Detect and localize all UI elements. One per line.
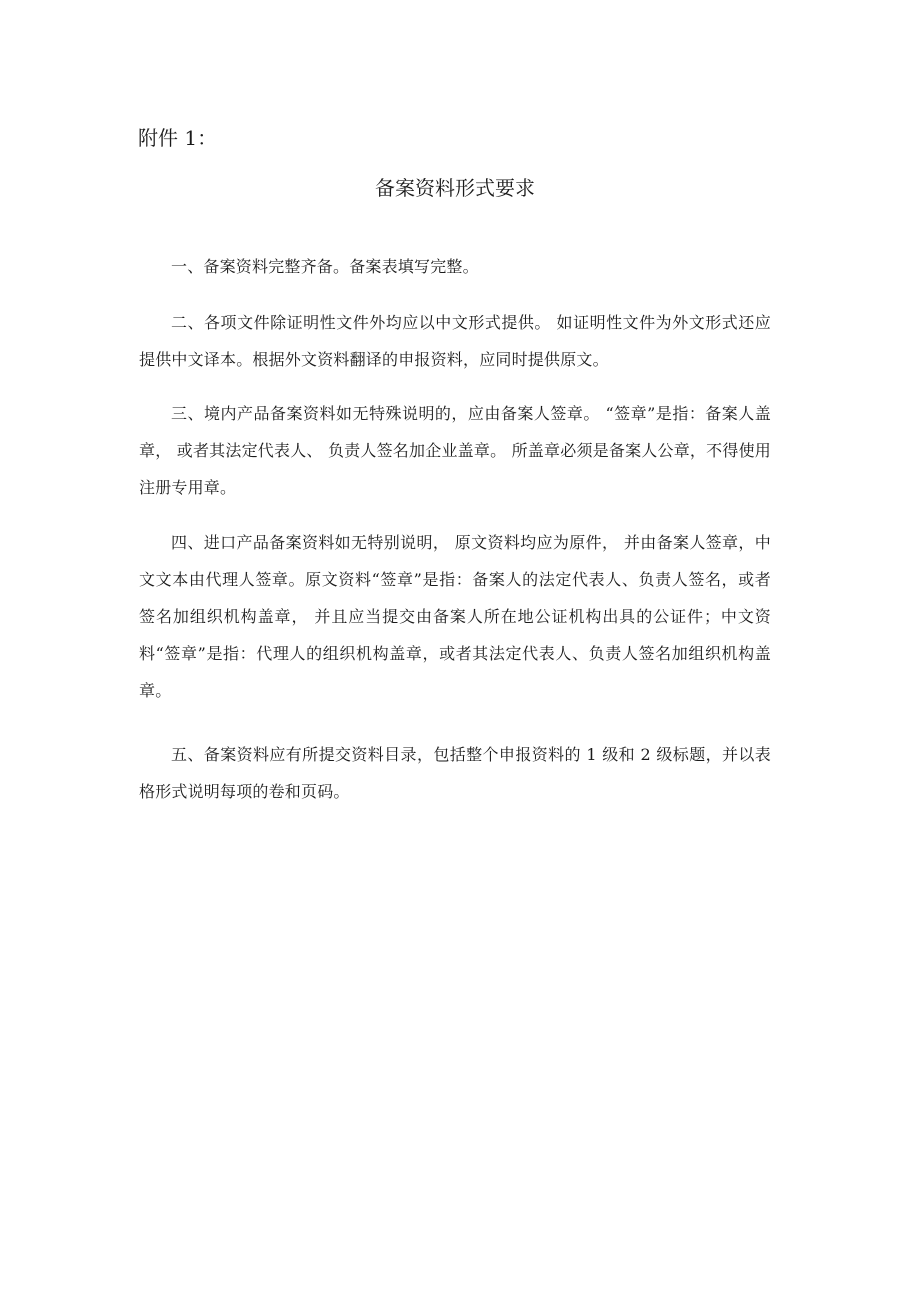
paragraph-1-completeness: 一、备案资料完整齐备。备案表填写完整。 <box>171 257 479 276</box>
document-title: 备案资料形式要求 <box>375 176 535 200</box>
paragraph-2-language: 二、各项文件除证明性文件外均应以中文形式提供。 如证明性文件为外文形式还应提供中文译本。根据外文资料翻译的申报资料，应同时提供原文。 <box>139 313 771 369</box>
attachment-label: 附件 1： <box>138 126 218 150</box>
paragraph-5-table-of-contents: 五、备案资料应有所提交资料目录，包括整个申报资料的 1 级和 2 级标题，并以表格形式说明每项的卷和页码。 <box>139 745 771 801</box>
paragraph-3-domestic-signature: 三、境内产品备案资料如无特殊说明的，应由备案人签章。 “签章”是指：备案人盖章， 或者其法定代表人、 负责人签名加企业盖章。 所盖章必须是备案人公章，不得使用注册专用章。 <box>139 404 771 497</box>
paragraph-4-import-signature: 四、进口产品备案资料如无特别说明， 原文资料均应为原件， 并由备案人签章，中文文本由代理人签章。原文资料“签章”是指：备案人的法定代表人、负责人签名，或者签名加组织机构盖章， 并且应当提交由备案人所在地公证机构出具的公证件；中文资料“签章”是指：代理人的组织机构盖章，或者其法定代表人、负责人签名加组织机构盖章。 <box>139 533 771 700</box>
